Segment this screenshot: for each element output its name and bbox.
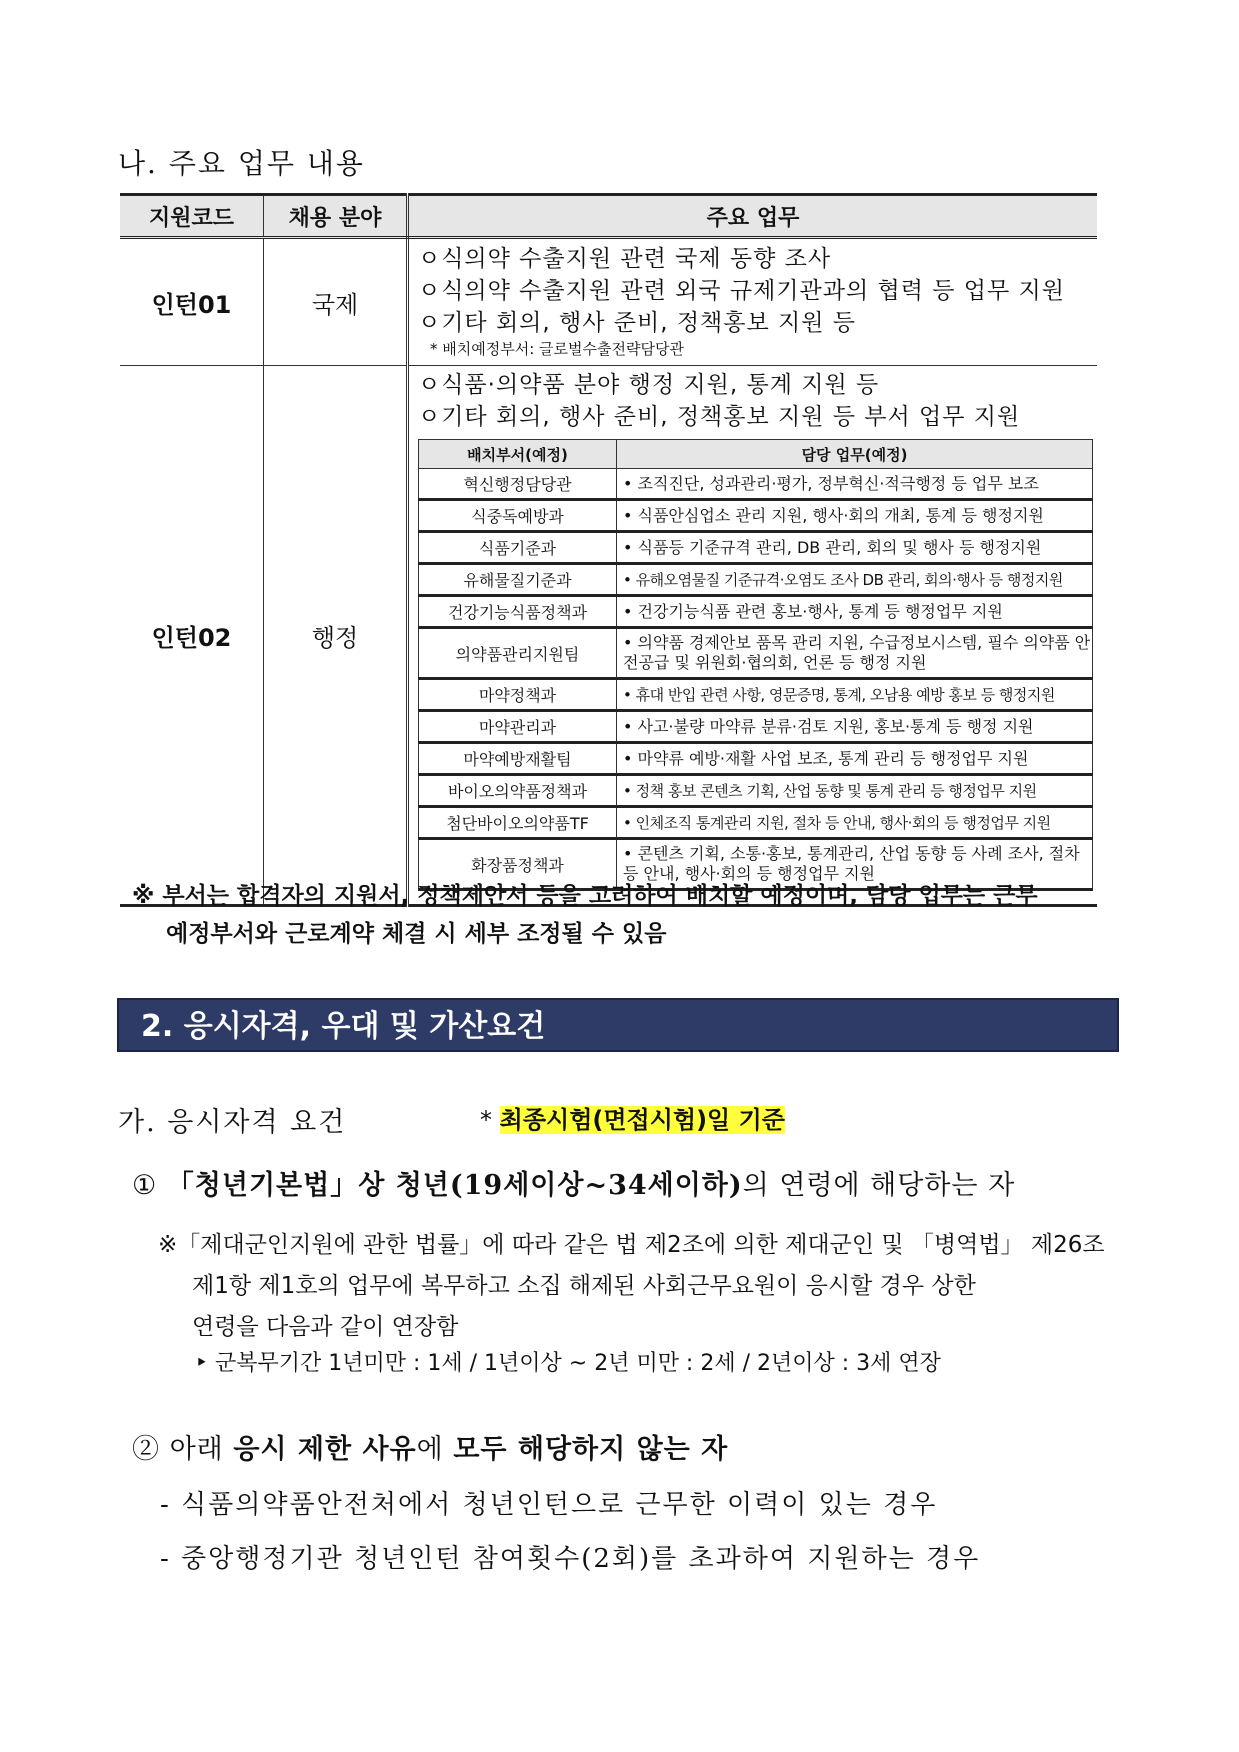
header-duties: 주요 업무 [408,195,1098,238]
duty-list [410,367,1096,903]
requirement-2 [132,1427,728,1466]
note-line: 제1항 제1호의 업무에 복무하고 소집 해제된 사회근무요원이 응시할 경우 상한 [192,1273,976,1299]
item-rest: 의 연령에 해당하는 자 [742,1170,1016,1201]
dept-task: • 건강기능식품 관련 홍보·행사, 통계 등 행정업무 지원 [617,596,1093,628]
note-line: 연령을 다음과 같이 연장함 [192,1314,459,1340]
header-field: 채용 분야 [264,195,408,238]
subsection-title: 가. 응시자격 요건 [118,1107,347,1138]
item-number: ② 아래 [132,1434,234,1465]
duty-line: ㅇ기타 회의, 행사 준비, 정책홍보 지원 등 부서 업무 지원 [418,404,1021,430]
row-field: 행정 [264,366,408,906]
dept-task: • 의약품 경제안보 품목 관리 지원, 수급정보시스템, 필수 의약품 안전공급 및 위원회·협의회, 언론 등 행정 지원 [617,628,1093,679]
note-line: ※「제대군인지원에 관한 법률」에 따라 같은 법 제2조에 의한 제대군인 및 「병역법」 제26조 [158,1232,1105,1258]
restriction-item: - 식품의약품안전처에서 청년인턴으로 근무한 이력이 있는 경우 [160,1490,938,1520]
notice [132,877,1122,953]
sub-header-dept: 배치부서(예정) [419,440,617,469]
dept-name: 건강기능식품정책과 [419,596,617,628]
sub-row [419,711,1093,743]
highlight-text: 최종시험(면접시험)일 기준 [499,1106,785,1134]
item-bold: 응시 제한 사유 [233,1434,417,1465]
sub-row [419,743,1093,775]
military-note [158,1225,1123,1348]
table-row [120,238,1097,366]
dept-name: 식중독예방과 [419,500,617,532]
highlight-note [480,1100,785,1135]
dept-task: • 식품등 기준규격 관리, DB 관리, 회의 및 행사 등 행정지원 [617,532,1093,564]
item-mid: 에 [416,1434,454,1465]
sub-header-row [419,440,1093,469]
extension-bullet: ‣ 군복무기간 1년미만 : 1세 / 1년이상 ~ 2년 미만 : 2세 / 2년이상 : 3세 연장 [195,1351,941,1376]
section-banner: 2. 응시자격, 우대 및 가산요건 [117,998,1119,1052]
dept-task: • 인체조직 통계관리 지원, 절차 등 안내, 행사·회의 등 행정업무 지원 [617,807,1093,839]
item-number: ① [132,1170,167,1201]
duty-line: ㅇ식의약 수출지원 관련 국제 동향 조사 [418,246,832,272]
duty-line: ㅇ식품·의약품 분야 행정 지원, 통계 지원 등 [418,372,880,398]
row-code: 인턴01 [120,238,264,366]
dept-task: • 식품안심업소 관리 지원, 행사·회의 개최, 통계 등 행정지원 [617,500,1093,532]
sub-row [419,500,1093,532]
dept-name: 마약관리과 [419,711,617,743]
table-row [120,366,1097,906]
duties-table [120,193,1097,907]
highlight-star: * [480,1106,500,1134]
item-bold: 모두 해당하지 않는 자 [453,1434,729,1465]
sub-header-task: 담당 업무(예정) [617,440,1093,469]
dept-name: 유해물질기준과 [419,564,617,596]
dept-task: • 콘텐츠 기획, 소통·홍보, 통계관리, 산업 동향 등 사례 조사, 절차 등 안내, 행사·회의 등 행정업무 지원 [617,839,1093,890]
dept-task: • 마약류 예방·재활 사업 보조, 통계 관리 등 행정업무 지원 [617,743,1093,775]
restriction-item: - 중앙행정기관 청년인턴 참여횟수(2회)를 초과하여 지원하는 경우 [160,1544,981,1574]
sub-row [419,679,1093,711]
dept-task: • 조직진단, 성과관리·평가, 정부혁신·적극행정 등 업무 보조 [617,469,1093,500]
department-table [418,439,1093,891]
dept-name: 식품기준과 [419,532,617,564]
dept-task: • 정책 홍보 콘텐츠 기획, 산업 동향 및 통계 관리 등 행정업무 지원 [617,775,1093,807]
sub-row [419,596,1093,628]
duty-note: * 배치예정부서: 글로벌수출전략담당관 [430,340,684,358]
dept-name: 혁신행정담당관 [419,469,617,500]
dept-name: 의약품관리지원팀 [419,628,617,679]
row-code: 인턴02 [120,366,264,906]
dept-task: • 유해오염물질 기준규격·오염도 조사 DB 관리, 회의·행사 등 행정지원 [617,564,1093,596]
dept-name: 마약예방재활팀 [419,743,617,775]
requirement-1 [132,1163,1015,1202]
duty-line: ㅇ식의약 수출지원 관련 외국 규제기관과의 협력 등 업무 지원 [418,278,1065,304]
header-code: 지원코드 [120,195,264,238]
sub-row [419,628,1093,679]
duty-list [410,241,1096,363]
dept-name: 첨단바이오의약품TF [419,807,617,839]
item-bold: 「청년기본법」상 청년(19세이상~34세이하) [166,1170,743,1201]
sub-row [419,532,1093,564]
dept-name: 마약정책과 [419,679,617,711]
dept-task: • 사고·불량 마약류 분류·검토 지원, 홍보·통계 등 행정 지원 [617,711,1093,743]
notice-line: 예정부서와 근로계약 체결 시 세부 조정될 수 있음 [166,921,667,947]
sub-row [419,469,1093,500]
sub-row [419,807,1093,839]
notice-line: ※ 부서는 합격자의 지원서, 정책제안서 등을 고려하여 배치할 예정이며, 담당 업무는 근무 [132,883,1038,909]
duty-line: ㅇ기타 회의, 행사 준비, 정책홍보 지원 등 [418,310,856,336]
table-header-row [120,195,1097,238]
row-field: 국제 [264,238,408,366]
dept-task: • 휴대 반입 관련 사항, 영문증명, 통계, 오남용 예방 홍보 등 행정지원 [617,679,1093,711]
sub-row [419,775,1093,807]
sub-row [419,564,1093,596]
dept-name: 화장품정책과 [419,839,617,890]
dept-name: 바이오의약품정책과 [419,775,617,807]
section-title: 나. 주요 업무 내용 [118,147,365,180]
